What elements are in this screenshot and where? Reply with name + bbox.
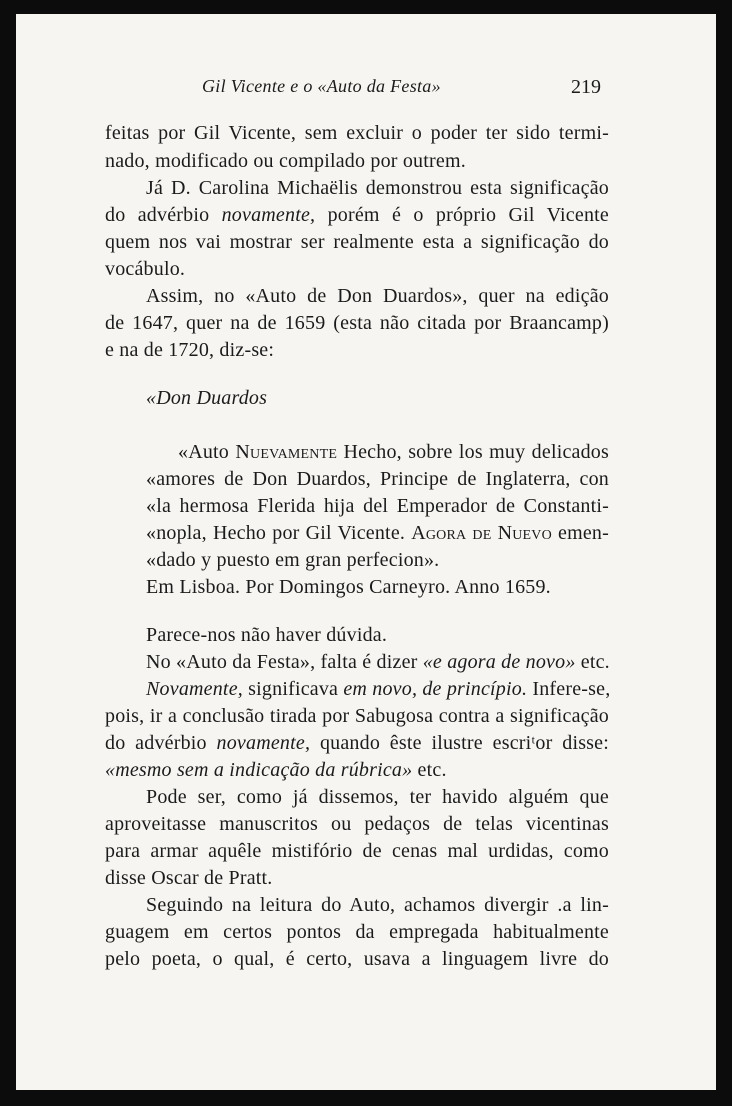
quote-line: Em Lisboa. Por Domingos Carneyro. Anno 1659. <box>146 576 551 598</box>
text-line: Já D. Carolina Michaëlis demonstrou esta significação <box>146 177 609 199</box>
text-line: Seguindo na leitura do Auto, achamos divergir .a lin- <box>146 894 609 916</box>
text-line: e na de 1720, diz-se: <box>105 339 275 361</box>
quote-line: «amores de Don Duardos, Principe de Inglaterra, con <box>146 468 609 490</box>
text-line: do advérbio novamente, porém é o próprio Gil Vicente <box>105 204 609 226</box>
book-page <box>16 14 716 1090</box>
text-line: disse Oscar de Pratt. <box>105 867 273 889</box>
page-number: 219 <box>571 76 601 98</box>
quote-line: «dado y puesto em gran perfecion». <box>146 549 440 571</box>
text-line: guagem em certos pontos da empregada habitualmente <box>105 921 609 943</box>
quote-line: «Auto Nuevamente Hecho, sobre los muy delicados <box>178 441 609 463</box>
text-line: Assim, no «Auto de Don Duardos», quer na edição <box>146 285 609 307</box>
text-line: do advérbio novamente, quando êste ilustre escriᵗor disse: <box>105 732 609 754</box>
text-line: pois, ir a conclusão tirada por Sabugosa contra a significação <box>105 705 609 727</box>
text-line: No «Auto da Festa», falta é dizer «e agora de novo» etc. <box>146 651 610 673</box>
quote-line: «nopla, Hecho por Gil Vicente. Agora de Nuevo emen- <box>146 522 609 544</box>
text-line: pelo poeta, o qual, é certo, usava a linguagem livre do <box>105 948 609 970</box>
text-line: feitas por Gil Vicente, sem excluir o poder ter sido termi- <box>105 122 609 144</box>
text-line: nado, modificado ou compilado por outrem. <box>105 150 466 172</box>
text-line: quem nos vai mostrar ser realmente esta a significação do <box>105 231 609 253</box>
text-line: Parece-nos não haver dúvida. <box>146 624 388 646</box>
text-line: aproveitasse manuscritos ou pedaços de telas vicentinas <box>105 813 609 835</box>
quote-heading: «Don Duardos <box>146 387 268 409</box>
running-title: Gil Vicente e o «Auto da Festa» <box>202 76 441 96</box>
text-line: para armar aquêle mistifório de cenas mal urdidas, como <box>105 840 609 862</box>
text-line: «mesmo sem a indicação da rúbrica» etc. <box>105 759 447 781</box>
text-line: Pode ser, como já dissemos, ter havido alguém que <box>146 786 609 808</box>
text-line: de 1647, quer na de 1659 (esta não citada por Braancamp) <box>105 312 609 334</box>
page-header <box>16 76 716 100</box>
text-line: vocábulo. <box>105 258 186 280</box>
quote-line: «la hermosa Flerida hija del Emperador de Constanti- <box>146 495 609 517</box>
text-line: Novamente, significava em novo, de princípio. Infere-se, <box>146 678 611 700</box>
